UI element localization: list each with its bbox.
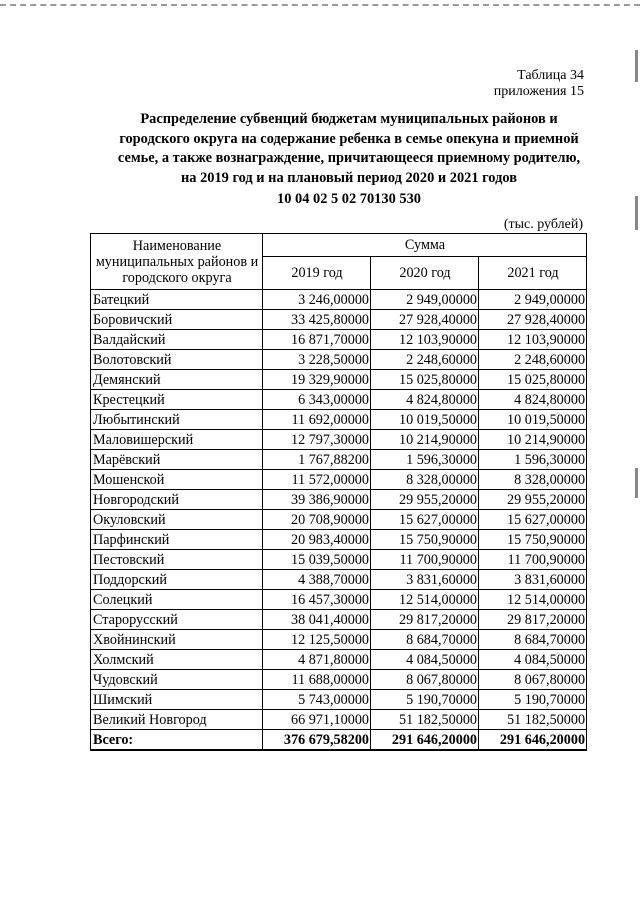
caption-table-number: Таблица 34: [517, 68, 584, 83]
table-row: [91, 590, 587, 610]
amount-2021: 4 824,80000: [479, 390, 587, 410]
total-2020: 291 646,20000: [371, 730, 479, 751]
total-2019: 376 679,58200: [263, 730, 371, 751]
amount-2020: 15 025,80000: [371, 370, 479, 390]
amount-2020: 29 817,20000: [371, 610, 479, 630]
amount-2020: 4 824,80000: [371, 390, 479, 410]
amount-2021: 8 328,00000: [479, 470, 587, 490]
table-row: [91, 330, 587, 350]
title-line: на 2019 год и на плановый период 2020 и 2021 годов: [181, 169, 517, 186]
amount-2020: 5 190,70000: [371, 690, 479, 710]
amount-2019: 16 871,70000: [263, 330, 371, 350]
district-name: Демянский: [91, 370, 263, 390]
amount-2021: 15 750,90000: [479, 530, 587, 550]
amount-2021: 12 514,00000: [479, 590, 587, 610]
scan-edge-mark: [635, 468, 638, 498]
budget-code: 10 04 02 5 02 70130 530: [277, 191, 421, 207]
total-row: [91, 730, 587, 751]
title-line: семье, а также вознаграждение, причитающееся приемному родителю,: [117, 150, 581, 166]
amount-2021: 4 084,50000: [479, 650, 587, 670]
district-name: Поддорский: [91, 570, 263, 590]
amount-2021: 5 190,70000: [479, 690, 587, 710]
amount-2019: 15 039,50000: [263, 550, 371, 570]
amount-2019: 4 388,70000: [263, 570, 371, 590]
table-row: [91, 310, 587, 330]
district-name: Волотовский: [91, 350, 263, 370]
amount-2020: 2 248,60000: [371, 350, 479, 370]
amount-2020: 12 514,00000: [371, 590, 479, 610]
district-name: Шимский: [91, 690, 263, 710]
table-row: [91, 690, 587, 710]
amount-2021: 12 103,90000: [479, 330, 587, 350]
units-label: (тыс. рублей): [503, 217, 583, 232]
table-row: [91, 670, 587, 690]
table-row: [91, 390, 587, 410]
district-name: Любытинский: [91, 410, 263, 430]
amount-2020: 10 214,90000: [371, 430, 479, 450]
amount-2021: 51 182,50000: [479, 710, 587, 730]
amount-2020: 15 750,90000: [371, 530, 479, 550]
amount-2019: 39 386,90000: [263, 490, 371, 510]
amount-2019: 6 343,00000: [263, 390, 371, 410]
amount-2019: 20 983,40000: [263, 530, 371, 550]
amount-2019: 5 743,00000: [263, 690, 371, 710]
amount-2021: 8 684,70000: [479, 630, 587, 650]
amount-2021: 11 700,90000: [479, 550, 587, 570]
table-row: [91, 550, 587, 570]
amount-2019: 11 572,00000: [263, 470, 371, 490]
amount-2019: 11 692,00000: [263, 410, 371, 430]
district-name: Окуловский: [91, 510, 263, 530]
amount-2021: 2 248,60000: [479, 350, 587, 370]
district-name: Великий Новгород: [91, 710, 263, 730]
amount-2021: 8 067,80000: [479, 670, 587, 690]
table-row: [91, 450, 587, 470]
year-header-2020: 2020 год: [371, 257, 479, 290]
district-name: Холмский: [91, 650, 263, 670]
table-row: [91, 490, 587, 510]
district-name: Боровичский: [91, 310, 263, 330]
amount-2019: 12 125,50000: [263, 630, 371, 650]
amount-2019: 4 871,80000: [263, 650, 371, 670]
scan-top-border: [0, 4, 640, 6]
year-header-2019: 2019 год: [263, 257, 371, 290]
district-name: Парфинский: [91, 530, 263, 550]
sum-column-header: Сумма: [263, 234, 587, 257]
amount-2019: 11 688,00000: [263, 670, 371, 690]
amount-2019: 33 425,80000: [263, 310, 371, 330]
table-row: [91, 410, 587, 430]
amount-2019: 12 797,30000: [263, 430, 371, 450]
table-body: [91, 290, 587, 730]
amount-2020: 11 700,90000: [371, 550, 479, 570]
amount-2021: 2 949,00000: [479, 290, 587, 310]
amount-2020: 1 596,30000: [371, 450, 479, 470]
table-row: [91, 350, 587, 370]
amount-2019: 1 767,88200: [263, 450, 371, 470]
district-name: Маловишерский: [91, 430, 263, 450]
table-row: [91, 470, 587, 490]
amount-2021: 10 214,90000: [479, 430, 587, 450]
amount-2021: 15 627,00000: [479, 510, 587, 530]
amount-2019: 19 329,90000: [263, 370, 371, 390]
district-name: Чудовский: [91, 670, 263, 690]
amount-2020: 8 067,80000: [371, 670, 479, 690]
title-line: городского округа на содержание ребенка в семье опекуна и приемной: [119, 130, 579, 147]
district-name: Крестецкий: [91, 390, 263, 410]
subvention-table: [90, 233, 587, 751]
amount-2021: 29 955,20000: [479, 490, 587, 510]
amount-2020: 51 182,50000: [371, 710, 479, 730]
district-name: Валдайский: [91, 330, 263, 350]
amount-2020: 2 949,00000: [371, 290, 479, 310]
amount-2019: 3 228,50000: [263, 350, 371, 370]
table-row: [91, 650, 587, 670]
amount-2021: 3 831,60000: [479, 570, 587, 590]
amount-2021: 15 025,80000: [479, 370, 587, 390]
table-row: [91, 430, 587, 450]
amount-2019: 38 041,40000: [263, 610, 371, 630]
district-name: Хвойнинский: [91, 630, 263, 650]
table-row: [91, 630, 587, 650]
amount-2021: 1 596,30000: [479, 450, 587, 470]
table-row: [91, 610, 587, 630]
amount-2020: 15 627,00000: [371, 510, 479, 530]
amount-2020: 12 103,90000: [371, 330, 479, 350]
district-name: Новгородский: [91, 490, 263, 510]
amount-2020: 27 928,40000: [371, 310, 479, 330]
amount-2019: 16 457,30000: [263, 590, 371, 610]
table-caption: [494, 68, 584, 100]
scan-edge-mark: [635, 196, 638, 230]
amount-2020: 8 684,70000: [371, 630, 479, 650]
amount-2021: 27 928,40000: [479, 310, 587, 330]
amount-2021: 10 019,50000: [479, 410, 587, 430]
district-name: Старорусский: [91, 610, 263, 630]
table-row: [91, 510, 587, 530]
table-row: [91, 290, 587, 310]
table-row: [91, 370, 587, 390]
amount-2020: 8 328,00000: [371, 470, 479, 490]
table-row: [91, 710, 587, 730]
district-name: Батецкий: [91, 290, 263, 310]
total-2021: 291 646,20000: [479, 730, 587, 751]
table-row: [91, 530, 587, 550]
name-column-header: Наименование муниципальных районов и городского округа: [91, 234, 263, 290]
amount-2020: 3 831,60000: [371, 570, 479, 590]
year-header-2021: 2021 год: [479, 257, 587, 290]
amount-2019: 3 246,00000: [263, 290, 371, 310]
amount-2020: 4 084,50000: [371, 650, 479, 670]
title-line: Распределение субвенций бюджетам муниципальных районов и: [140, 111, 558, 127]
amount-2020: 10 019,50000: [371, 410, 479, 430]
amount-2020: 29 955,20000: [371, 490, 479, 510]
amount-2021: 29 817,20000: [479, 610, 587, 630]
district-name: Мошенской: [91, 470, 263, 490]
district-name: Марёвский: [91, 450, 263, 470]
scan-edge-mark: [635, 50, 638, 82]
amount-2019: 66 971,10000: [263, 710, 371, 730]
amount-2019: 20 708,90000: [263, 510, 371, 530]
district-name: Солецкий: [91, 590, 263, 610]
table-row: [91, 570, 587, 590]
document-title: [96, 110, 602, 210]
caption-appendix: приложения 15: [493, 84, 584, 99]
district-name: Пестовский: [91, 550, 263, 570]
total-label: Всего:: [91, 730, 263, 751]
